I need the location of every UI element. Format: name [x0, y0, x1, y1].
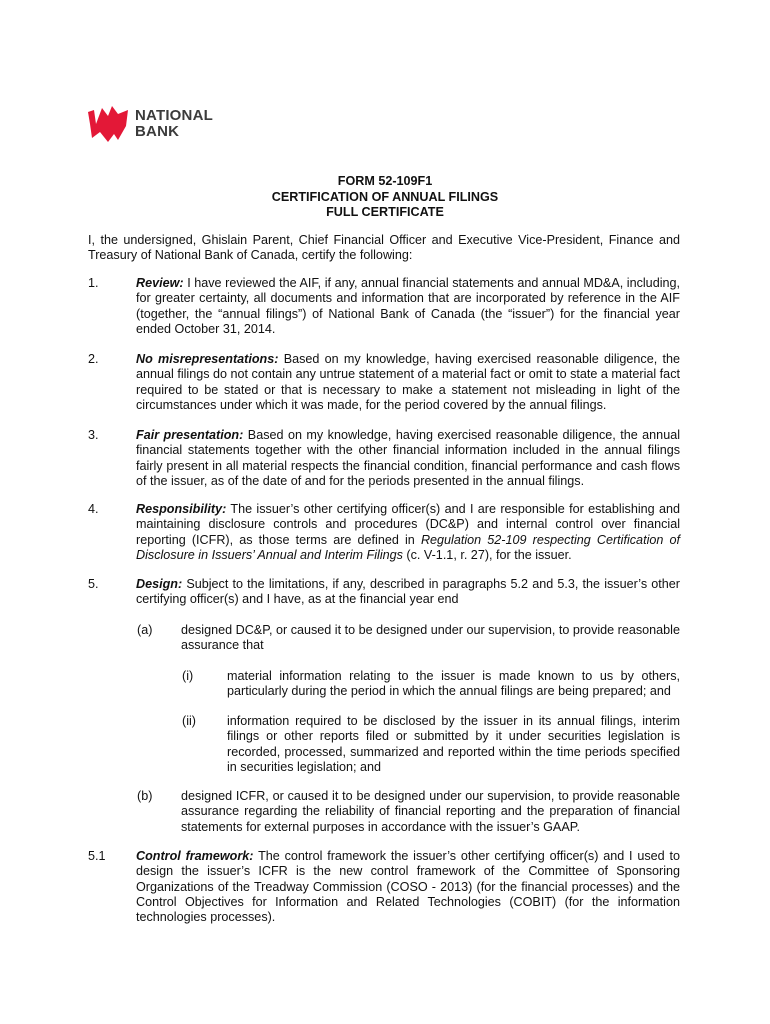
sub-sub-item-number: (i) — [182, 669, 194, 683]
item-text: I have reviewed the AIF, if any, annual financial statements and annual MD&A, including, for greater certainty, all documents and information that are incorporated by reference in the AIF (together, the “annual filings”) of National Bank of Canada (the “issuer”) for the financial year ended October 31, 2014. — [136, 276, 680, 336]
certificate-type: FULL CERTIFICATE — [326, 205, 444, 219]
item-heading: Fair presentation: — [136, 428, 244, 442]
sub-sub-item-ii: information required to be disclosed by the issuer in its annual filings, interim filings or other reports filed or submitted by it under securities legislation is recorded, processed, summarized and reported within the time periods specified in securities legislation; and — [227, 714, 680, 774]
item-text: Subject to the limitations, if any, described in paragraphs 5.2 and 5.3, the issuer’s other certifying officer(s) and I have, as at the financial year end — [136, 577, 680, 607]
item-heading: Control framework: — [136, 849, 254, 863]
sub-item-number: (b) — [137, 789, 153, 803]
item-control-framework — [136, 849, 680, 925]
item-review — [136, 276, 680, 337]
item-heading: Review: — [136, 276, 184, 290]
certification-title: CERTIFICATION OF ANNUAL FILINGS — [271, 189, 499, 204]
item-fair-presentation — [136, 428, 680, 489]
item-design — [136, 577, 680, 608]
item-number: 5.1 — [88, 849, 106, 863]
item-text: The issuer’s other certifying officer(s) and I are responsible for establishing and maintaining disclosure controls and procedures (DC&P) and internal control over financial reporting (ICFR), as those terms are defined in — [136, 502, 680, 547]
item-number: 2. — [88, 352, 99, 366]
item-responsibility — [136, 502, 680, 563]
eagle-logo-icon — [88, 104, 130, 144]
sub-item-number: (a) — [137, 623, 153, 637]
sub-item-a: designed DC&P, or caused it to be designed under our supervision, to provide reasonable assurance that — [181, 623, 680, 653]
item-number: 1. — [88, 276, 99, 290]
item-number: 5. — [88, 577, 99, 591]
item-number: 3. — [88, 428, 99, 442]
item-text: (c. V-1.1, r. 27), for the issuer. — [406, 547, 572, 562]
item-heading: Design: — [136, 577, 183, 591]
form-number: FORM 52-109F1 — [337, 174, 433, 188]
item-text: Based on my knowledge, having exercised reasonable diligence, the annual financial statements together with the other financial information included in the annual filings fairly present in all material respects the financial condition, financial performance and cash flows of the issuer, as of the date of and for the periods presented in the annual filings. — [136, 428, 680, 488]
national-bank-logo — [88, 104, 228, 146]
item-text: Based on my knowledge, having exercised reasonable diligence, the annual filings do not contain any untrue statement of a material fact or omit to state a material fact required to be stated or that is necessary to make a statement not misleading in light of the circumstances under which it was made, for the period covered by the annual filings. — [136, 352, 680, 412]
item-heading: No misrepresentations: — [136, 352, 279, 366]
sub-item-b: designed ICFR, or caused it to be designed under our supervision, to provide reasonable assurance regarding the reliability of financial reporting and the preparation of financial statements for external purposes in accordance with the issuer’s GAAP. — [181, 789, 680, 834]
item-text: The control framework the issuer’s other certifying officer(s) and I used to design the issuer’s ICFR is the new control framework of the Committee of Sponsoring Organizations of the Treadway Commission (COSO - 2013) (for the financial processes) and the Control Objectives for Information and Related Technologies (COBIT) (for the information technologies processes). — [136, 849, 680, 925]
regulation-reference: Regulation 52-109 respecting Certification of Disclosure in Issuers’ Annual and Interim Filings — [136, 532, 681, 562]
item-heading: Responsibility: — [136, 502, 227, 516]
logo-wordmark — [135, 108, 213, 140]
item-no-misrepresentations — [136, 352, 680, 413]
item-number: 4. — [88, 502, 99, 516]
document-title — [0, 174, 770, 221]
logo-line-1: NATIONAL — [135, 107, 213, 124]
sub-sub-item-i: material information relating to the issuer is made known to us by others, particularly during the period in which the annual filings are being prepared; and — [227, 669, 680, 699]
intro-paragraph: I, the undersigned, Ghislain Parent, Chief Financial Officer and Executive Vice-President, Finance and Treasury of National Bank of Canada, certify the following: — [88, 233, 680, 263]
sub-sub-item-number: (ii) — [182, 714, 196, 728]
logo-line-2: BANK — [135, 123, 180, 140]
